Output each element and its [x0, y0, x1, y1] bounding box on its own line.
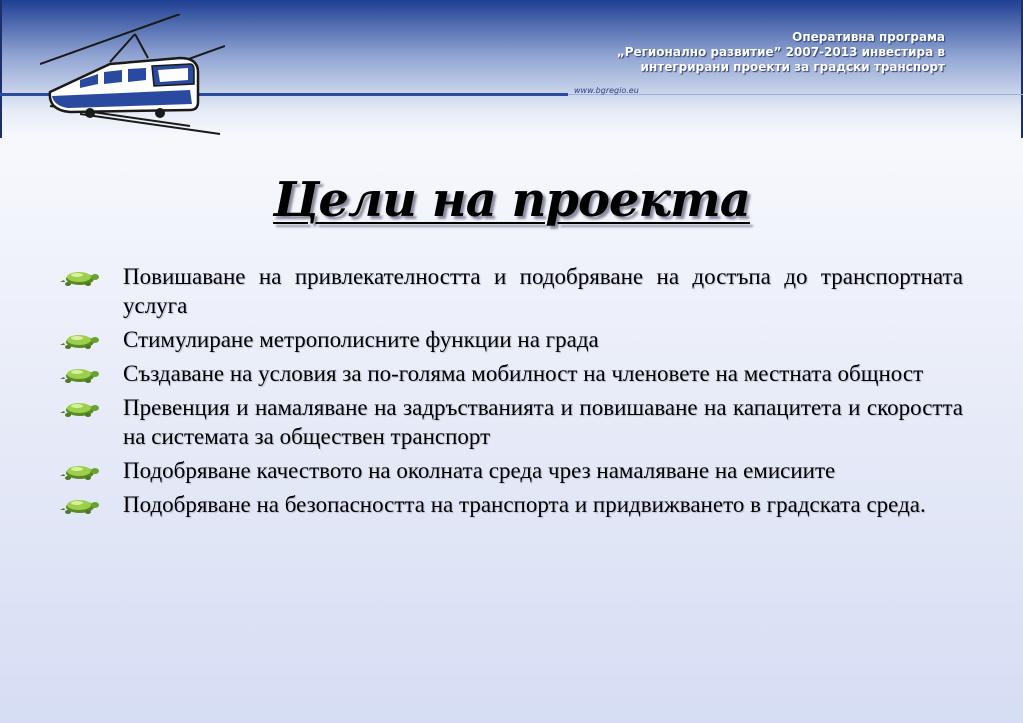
list-item-text: Подобряване на безопасността на транспорта и придвижването в градската среда.	[123, 492, 926, 517]
list-item-text: Повишаване на привлекателността и подобряване на достъпа до транспортната услуга	[123, 264, 963, 318]
website-link[interactable]: www.bgregio.eu	[574, 86, 639, 95]
header-edge-left	[0, 0, 2, 138]
list-item	[58, 456, 963, 485]
list-item-text: Създаване на условия за по-голяма мобилност на членовете на местната общност	[123, 361, 924, 386]
list-item	[58, 262, 963, 320]
turtle-icon	[60, 329, 100, 351]
list-item	[58, 359, 963, 388]
header-line-3: интегрирани проекти за градски транспорт	[640, 60, 945, 74]
list-item-text: Подобряване качеството на околната среда чрез намаляване на емисиите	[123, 458, 836, 483]
turtle-icon	[60, 266, 100, 288]
list-item	[58, 393, 963, 451]
header-line-1: Оперативна програма	[792, 30, 945, 44]
slide-title: Цели на проекта	[273, 172, 750, 228]
turtle-icon	[60, 460, 100, 482]
list-item	[58, 490, 963, 519]
turtle-icon	[60, 494, 100, 516]
list-item-text: Превенция и намаляване на задръстванията и повишаване на капацитета и скоростта на системата за обществен транспорт	[123, 395, 963, 449]
tram-icon	[40, 14, 225, 138]
turtle-icon	[60, 363, 100, 385]
turtle-icon	[60, 397, 100, 419]
header-line-2: „Регионално развитие” 2007-2013 инвестира в	[616, 45, 945, 59]
header-banner	[0, 0, 1023, 138]
goals-list	[58, 262, 963, 524]
list-item	[58, 325, 963, 354]
operational-programme-text	[617, 30, 945, 75]
list-item-text: Стимулиране метрополисните функции на града	[123, 327, 599, 352]
